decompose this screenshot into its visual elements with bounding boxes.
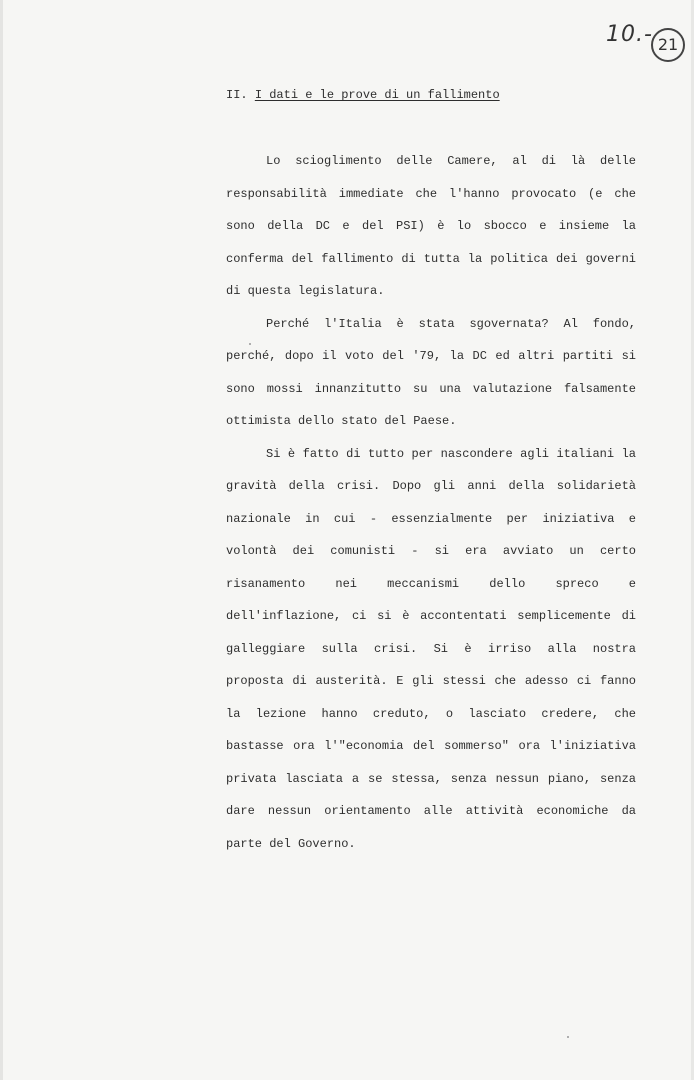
section-number: II. bbox=[226, 88, 248, 102]
paragraph-1: Lo scioglimento delle Camere, al di là delle responsabilità immediate che l'hanno provocato (e che sono della DC e del PSI) è lo sbocco e insieme la conferma del fallimento di tutta la politica dei governi di questa legislatura. bbox=[226, 154, 636, 298]
handwritten-page-number: 10.- bbox=[606, 22, 653, 47]
scan-speck bbox=[249, 343, 251, 345]
paragraph-2: Perché l'Italia è stata sgovernata? Al fondo, perché, dopo il voto del '79, la DC ed altri partiti si sono mossi innanzitutto su una valutazione falsamente ottimista dello stato del Paese. bbox=[226, 316, 636, 428]
scan-speck bbox=[567, 1036, 569, 1038]
section-heading bbox=[226, 88, 500, 102]
section-title: I dati e le prove di un fallimento bbox=[254, 88, 500, 102]
paragraph-3: Si è fatto di tutto per nascondere agli italiani la gravità della crisi. Dopo gli anni della solidarietà nazionale in cui - essenzialmente per iniziativa e volontà dei comunisti - si era avviato un certo risanamento nei meccanismi dello spreco e dell'inflazione, ci si è accontentati semplicemente di galleggiare sulla crisi. Si è irriso alla nostra proposta di austerità. E gli stessi che adesso ci fanno la lezione hanno creduto, o lasciato credere, che bastasse ora l'"economia del sommerso" ora l'iniziativa privata lasciata a se stessa, senza nessun piano, senza dare nessun orientamento alle attività economiche da parte del Governo. bbox=[226, 446, 636, 851]
body-text bbox=[226, 145, 636, 860]
circled-stamp-number: 21 bbox=[651, 28, 685, 62]
